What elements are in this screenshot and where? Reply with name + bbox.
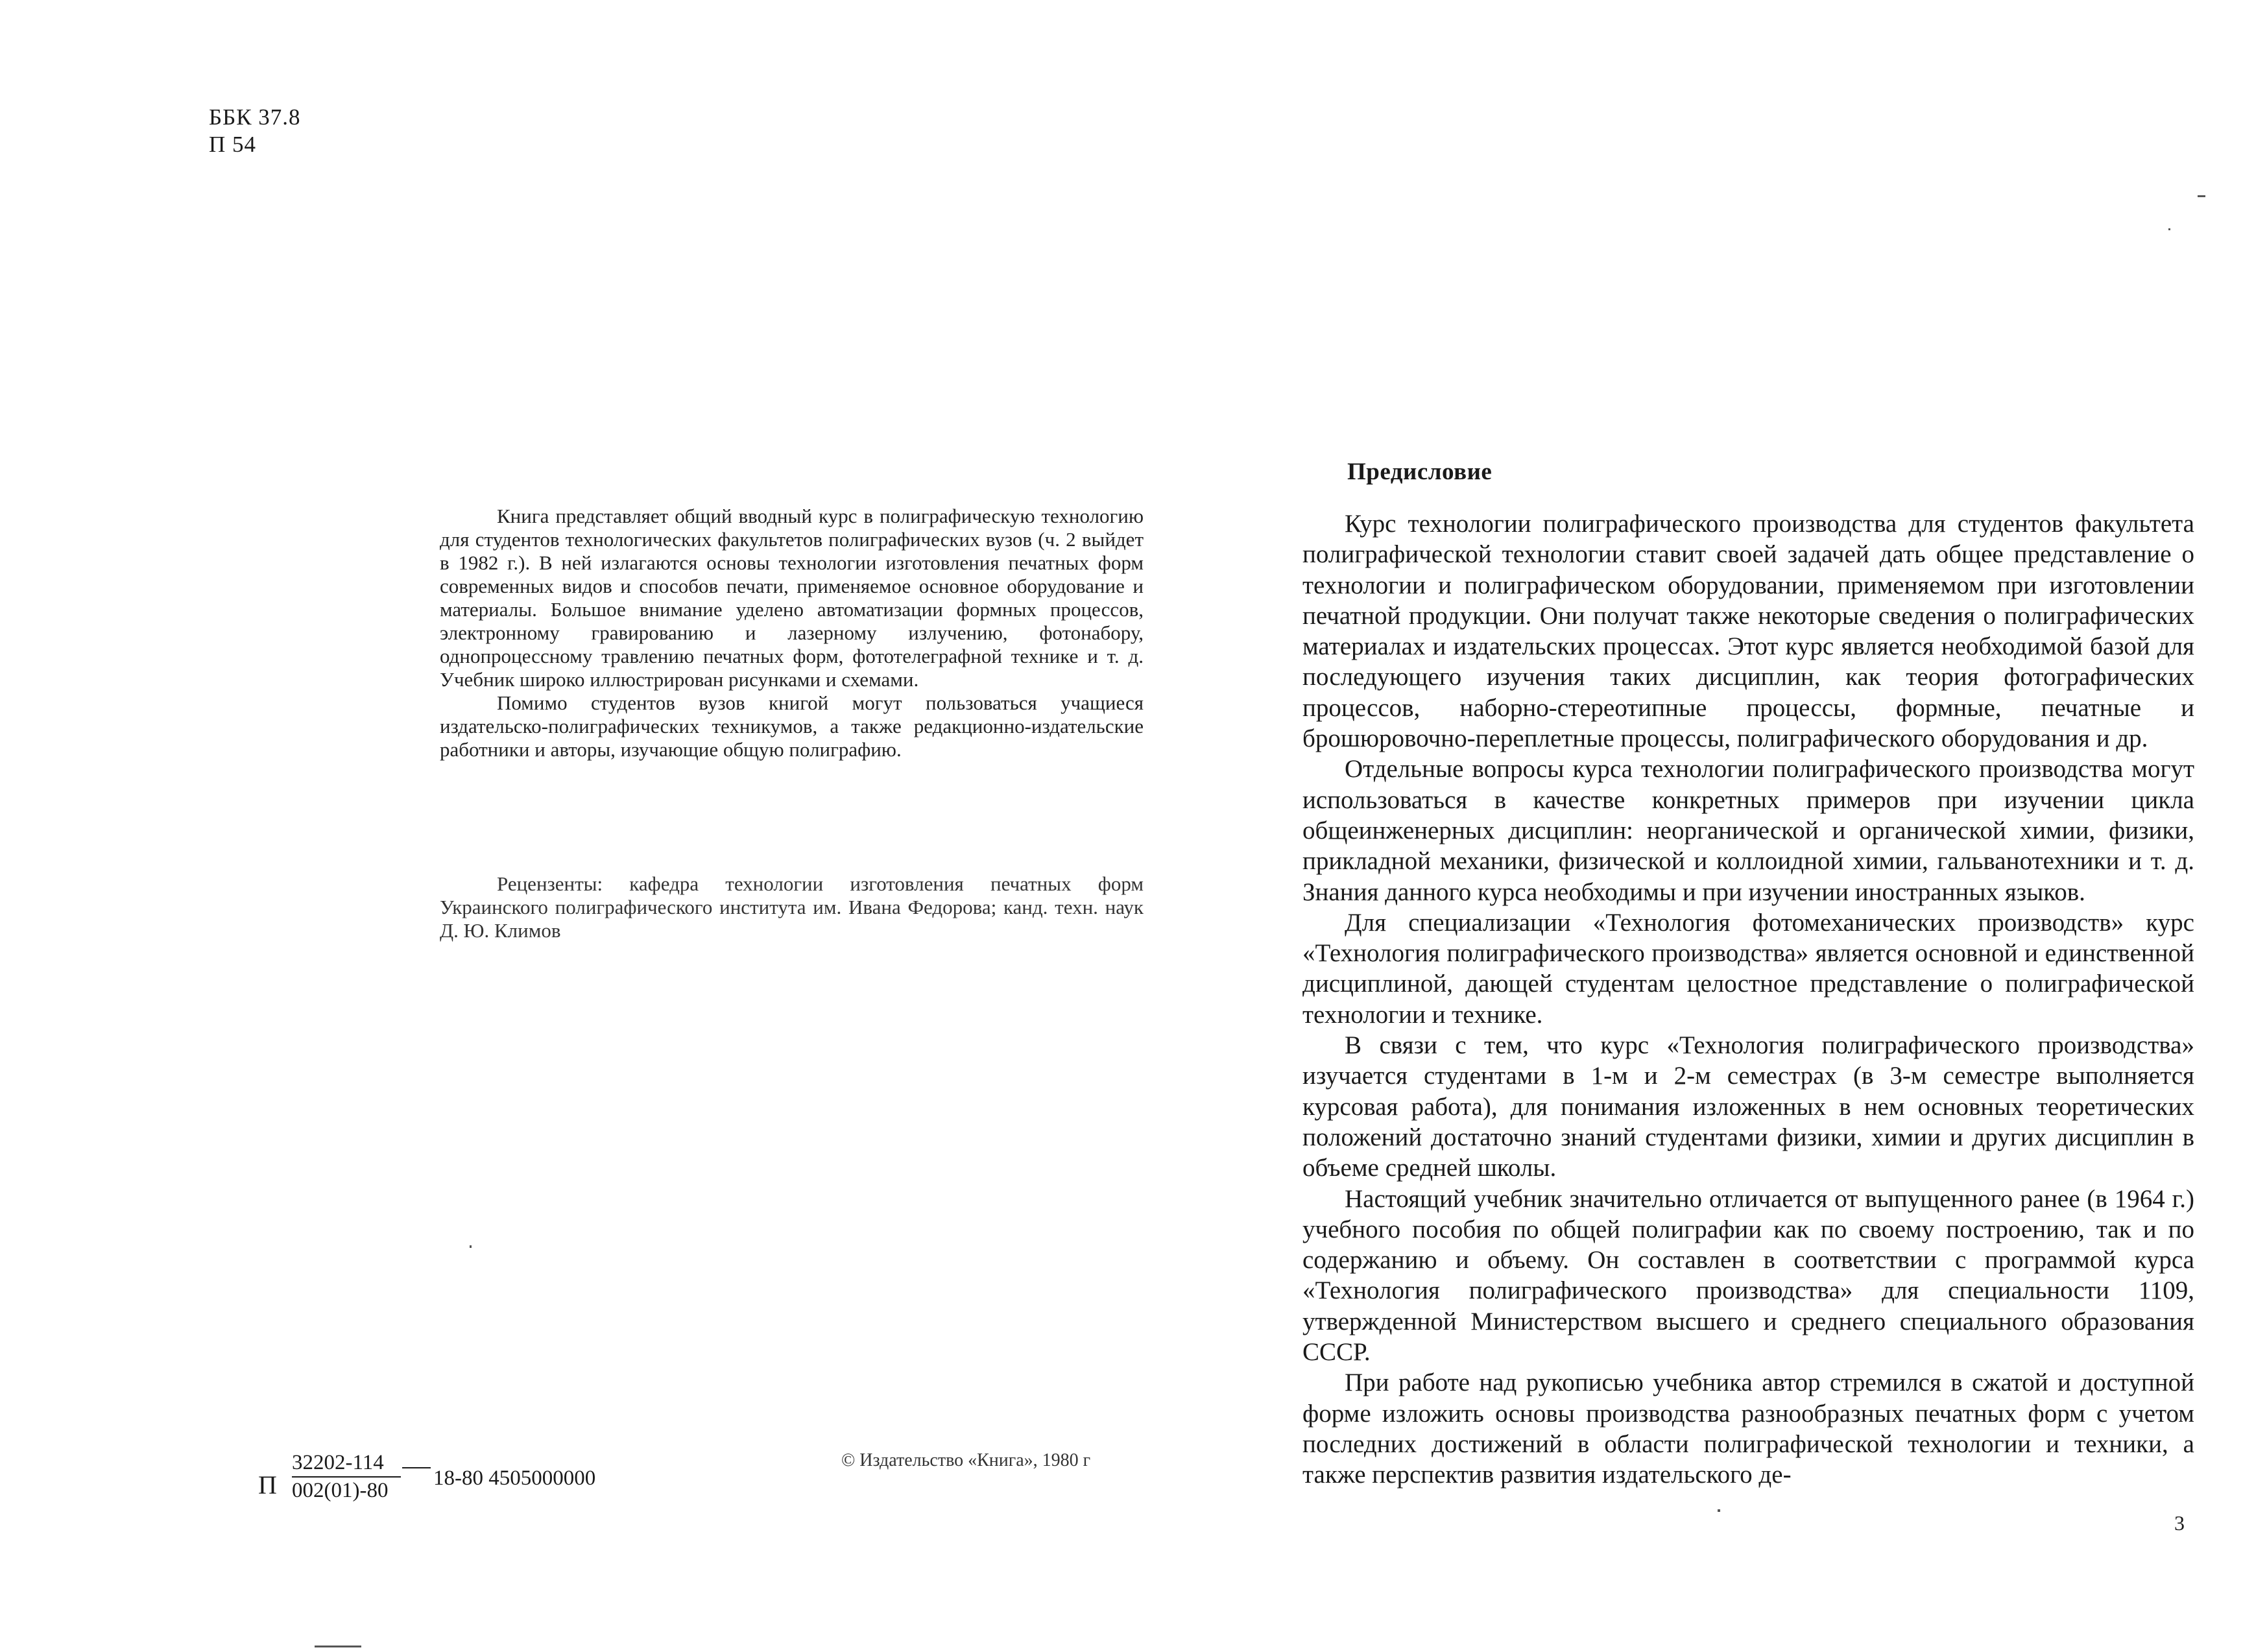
preface-paragraph: Настоящий учебник значительно отличается от выпущенного ранее (в 1964 г.) учебного пособия по общей полиграфии как по своему построению, так и по содержанию и объему. Он составлен в соответствии с программой курса «Технология полиграфического производства» для специальности 1109, утвержденной Министерством высшего и среднего специального образования СССР. (1302, 1184, 2194, 1367)
preface-paragraph: При работе над рукописью учебника автор стремился в сжатой и доступной форме изложить основы производства разнообразных печатных форм с учетом последних достижений в области полиграфической технологии и техники, а также перспектив развития издательского де- (1302, 1369, 2194, 1489)
annotation-paragraph: Книга представляет общий вводный курс в полиграфическую технологию для студентов технологических факультетов полиграфических вузов (ч. 2 выйдет в 1982 г.). В ней излагаются основы технологии изготовления печатных форм современных видов и способов печати, применяемое основное оборудование и материалы. Большое внимание уделено автоматизации формных процессов, электронному гравированию и лазерному излучению, фотонабору, однопроцессному травлению печатных форм, фототелеграфной технике и т. д. Учебник широко иллюстрирован рисунками и схемами. (440, 505, 1144, 691)
imprint-fraction (292, 1451, 401, 1503)
preface-paragraph: Курс технологии полиграфического производства для студентов факультета полиграфической технологии ставит своей задачей дать общее представление о технологии и полиграфическом оборудовании, применяемом при изготовлении печатной продукции. Они получат также некоторые сведения о полиграфических материалах и издательских процессах. Этот курс является необходимой базой для последующего изучения таких дисциплин, как теория фотографических процессов, наборно-стереотипные процессы, формные, печатные и брошюровочно-переплетные процессы, полиграфического оборудования и др. (1302, 510, 2194, 753)
reviewers-note: Рецензенты: кафедра технологии изготовления печатных форм Украинского полиграфического института им. Ивана Федорова; канд. техн. наук Д. Ю. Климов (440, 872, 1144, 942)
preface-title: Предисловие (1347, 459, 1493, 485)
scan-speck (2198, 195, 2205, 197)
imprint-prefix: П (258, 1470, 277, 1500)
author-mark: П 54 (209, 132, 257, 157)
imprint-denominator: 002(01)-80 (292, 1479, 389, 1502)
book-annotation (440, 505, 1144, 761)
preface-paragraph: В связи с тем, что курс «Технология полиграфического производства» изучается студентами в 1-м и 2-м семестрах (в 3-м семестре выполняется курсовая работа), для понимания изложенных в нем основных теоретических положений достаточно знаний студентами физики, химии и других дисциплин в объеме средней школы. (1302, 1031, 2194, 1182)
scan-speck (1718, 1509, 1720, 1512)
bbk-code: ББК 37.8 (209, 104, 301, 130)
scan-speck (2168, 228, 2170, 230)
preface-body (1302, 509, 2194, 1490)
annotation-paragraph: Помимо студентов вузов книгой могут пользоваться учащиеся издательско-полиграфических техникумов, а также редакционно-издательские работники и авторы, изучающие общую полиграфию. (440, 691, 1144, 761)
imprint-suffix: 18-80 4505000000 (433, 1466, 596, 1490)
classification-index (209, 104, 301, 158)
copyright-notice: © Издательство «Книга», 1980 г (841, 1450, 1091, 1470)
preface-paragraph: Отдельные вопросы курса технологии полиграфического производства могут использоваться в качестве конкретных примеров при изучении цикла общеинженерных дисциплин: неорганической и органической химии, физики, прикладной механики, физической и коллоидной химии, гальванотехники и т. д. Знания данного курса необходимы и при изучении иностранных языков. (1302, 755, 2194, 906)
preface-paragraph: Для специализации «Технология фотомеханических производств» курс «Технология полиграфического производства» является основной и единственной дисциплиной, дающей студентам целостное представление о полиграфической технологии и технике. (1302, 908, 2194, 1029)
imprint-dash (402, 1467, 431, 1468)
scan-speck (470, 1245, 472, 1248)
page-number: 3 (2174, 1511, 2185, 1535)
scan-speck (315, 1646, 361, 1647)
imprint-numerator: 32202-114 (292, 1451, 401, 1478)
